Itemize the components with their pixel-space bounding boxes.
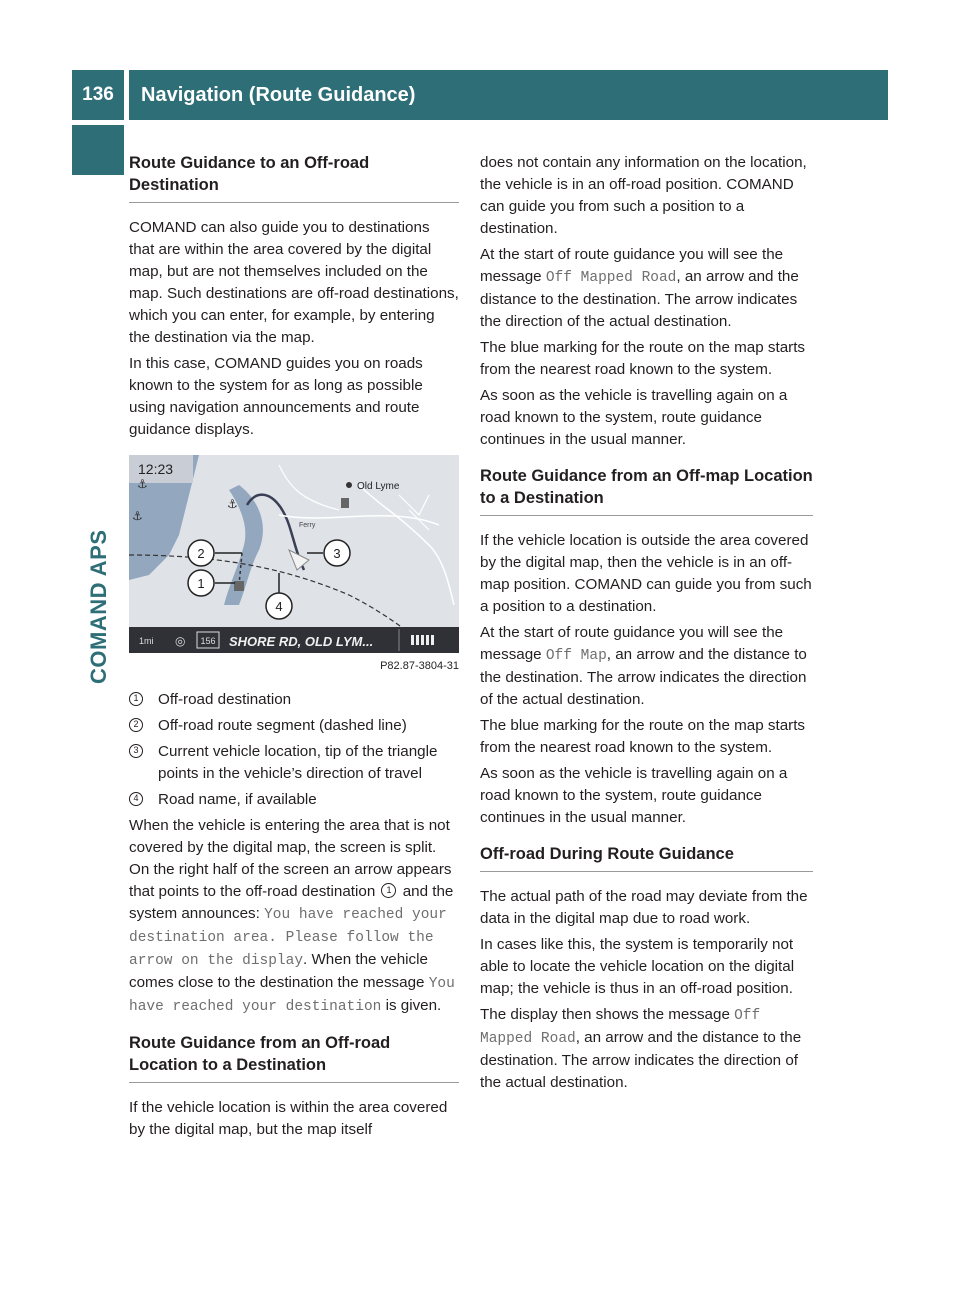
anchor-icon: ⚓	[132, 509, 143, 523]
anchor-icon: ⚓	[137, 477, 148, 491]
nav-screen-figure	[129, 455, 459, 653]
compass-icon: ◎	[175, 634, 186, 648]
page-number: 136	[72, 70, 124, 120]
svg-text:3: 3	[333, 546, 341, 561]
figure-code: P82.87-3804-31	[380, 660, 459, 672]
paragraph: If the vehicle location is outside the area covered by the digital map, then the vehicle is in an off-map position. COMAND can guide you from such a position to a destination.	[480, 532, 812, 615]
legend-number: 1	[129, 692, 143, 706]
system-message: You have reached your destination area. Please follow the arrow on the display	[129, 907, 447, 969]
section-heading: Route Guidance from an Off-road Location to a Destination	[129, 1032, 459, 1083]
route-badge: 156	[200, 636, 216, 646]
road-name-label: SHORE RD, OLD LYM...	[229, 634, 374, 649]
paragraph: The blue marking for the route on the map starts from the nearest road known to the system.	[480, 339, 806, 378]
paragraph: As soon as the vehicle is travelling again on a road known to the system, route guidance continues in the usual manner.	[480, 765, 788, 826]
inline-number: 1	[381, 883, 396, 898]
paragraph: At the start of route guidance you will see the message Off Map, an arrow and the distance to the destination. The arrow indicates the direction of the actual destination.	[480, 624, 807, 708]
side-tab	[86, 484, 112, 684]
svg-text:2: 2	[197, 546, 205, 561]
paragraph: The display then shows the message Off Mapped Road, an arrow and the distance to the destination. The arrow indicates the direction of the actual destination.	[480, 1006, 802, 1091]
section-heading: Route Guidance from an Off-map Location to a Destination	[480, 465, 813, 516]
town-label: Old Lyme	[357, 481, 400, 492]
legend-text: Current vehicle location, tip of the triangle points in the vehicle’s direction of travel	[158, 743, 438, 782]
section-heading: Off-road During Route Guidance	[480, 843, 813, 872]
nav-map-image	[129, 455, 459, 653]
svg-text:4: 4	[275, 599, 283, 614]
right-column	[480, 152, 813, 1098]
side-tab-block	[72, 125, 124, 175]
paragraph: When the vehicle is entering the area that is not covered by the digital map, the screen is split. On the right half of the screen an arrow appears that points to the off-road destination 1 and the system announces: You have reached your destination area. Please follow the arrow on the display. When the vehicle comes close to the destination the message You have reached your destination is given.	[129, 817, 455, 1015]
paragraph: In this case, COMAND guides you on roads known to the system for as long as possible using navigation announcements and route guidance displays.	[129, 355, 423, 438]
paragraph: If the vehicle location is within the area covered by the digital map, but the map itself	[129, 1099, 448, 1138]
scale-label: 1mi	[139, 636, 154, 646]
paragraph: In cases like this, the system is temporarily not able to locate the vehicle location on the digital map; the vehicle is thus in an off-road position.	[480, 936, 795, 997]
legend-item	[129, 689, 459, 711]
legend-number: 2	[129, 718, 143, 732]
left-column	[129, 152, 459, 1145]
paragraph: does not contain any information on the location, the vehicle is in an off-road position. COMAND can guide you from such a position to a destination.	[480, 154, 807, 237]
clock-text: 12:23	[138, 461, 174, 477]
svg-text:1: 1	[197, 576, 205, 591]
paragraph: As soon as the vehicle is travelling again on a road known to the system, route guidance continues in the usual manner.	[480, 387, 788, 448]
legend-number: 4	[129, 792, 143, 806]
anchor-icon: ⚓	[227, 497, 238, 511]
ferry-label: Ferry	[299, 522, 316, 529]
legend-number: 3	[129, 744, 143, 758]
legend-text: Road name, if available	[158, 791, 317, 808]
legend-item	[129, 789, 459, 811]
section-heading: Route Guidance to an Off-road Destination	[129, 152, 459, 203]
paragraph: The actual path of the road may deviate from the data in the digital map due to road work.	[480, 888, 808, 927]
paragraph: At the start of route guidance you will see the message Off Mapped Road, an arrow and the distance to the destination. The arrow indicates the direction of the actual destination.	[480, 246, 799, 330]
chapter-title: Navigation (Route Guidance)	[129, 70, 888, 120]
side-tab-label: COMAND APS	[86, 529, 111, 684]
system-message: Off Mapped Road	[480, 1008, 761, 1047]
system-message: Off Mapped Road	[545, 270, 677, 286]
system-message: Off Map	[545, 648, 607, 664]
legend-text: Off-road destination	[158, 691, 292, 708]
paragraph: The blue marking for the route on the map starts from the nearest road known to the system.	[480, 717, 806, 756]
legend-text: Off-road route segment (dashed line)	[158, 717, 407, 734]
system-message: You have reached your destination	[129, 976, 455, 1015]
legend-item	[129, 715, 459, 737]
legend-item	[129, 741, 459, 785]
paragraph: COMAND can also guide you to destinations that are within the area covered by the digital map, but are not themselves included on the map. Such destinations are off-road destinations, which you can enter, for example, by entering the destination via the map.	[129, 219, 459, 346]
